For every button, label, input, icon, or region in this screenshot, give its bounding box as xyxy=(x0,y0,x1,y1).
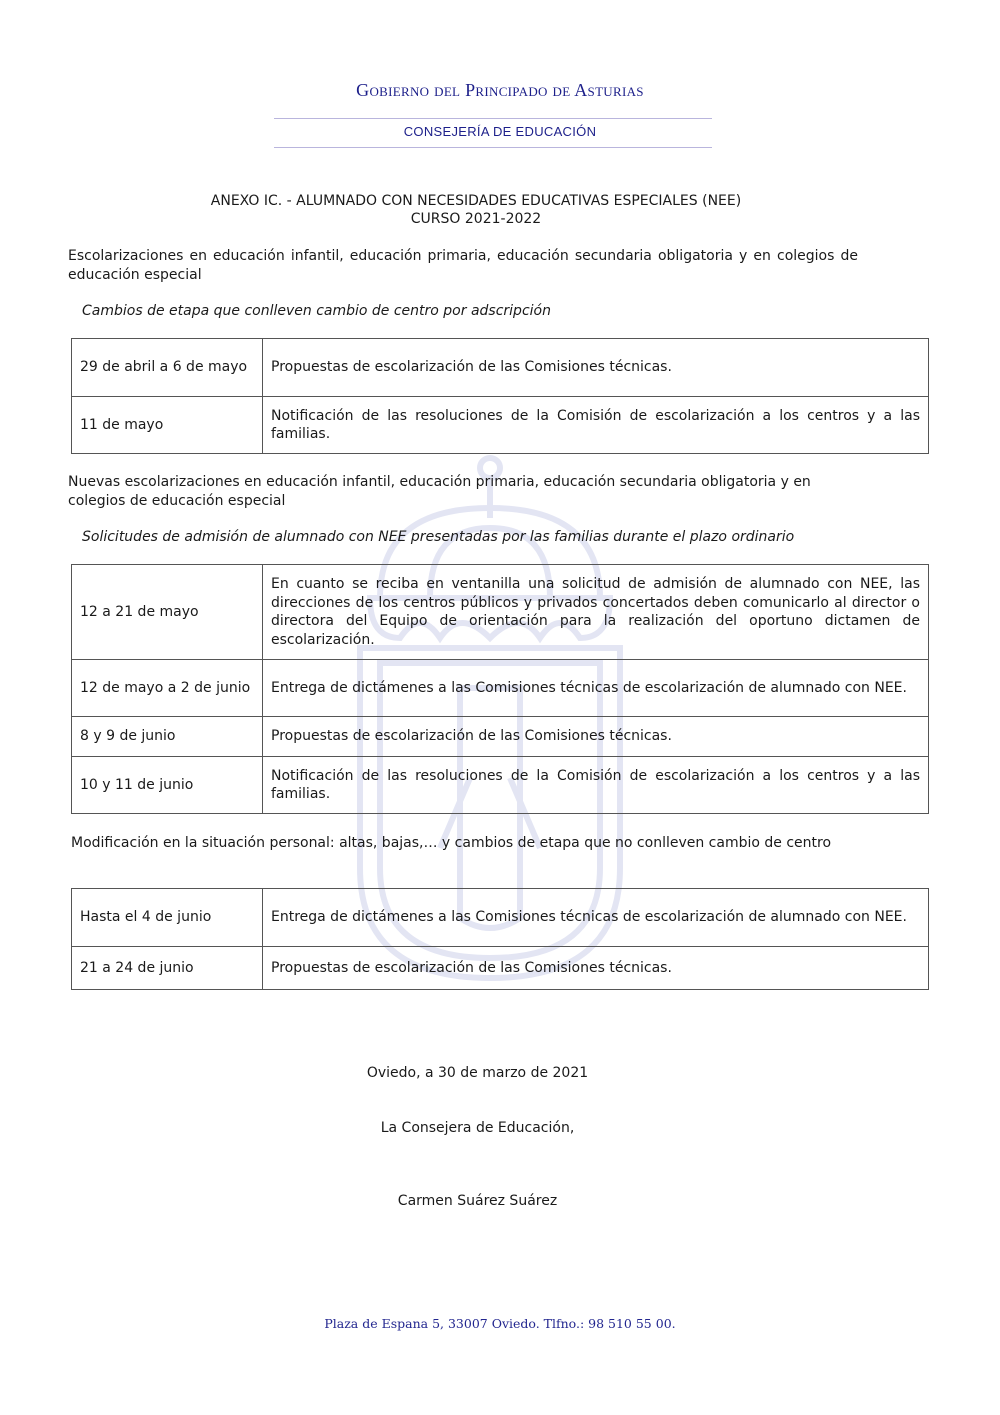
date-cell: Hasta el 4 de junio xyxy=(72,889,263,947)
section-3-heading: Modificación en la situación personal: altas, bajas,… y cambios de etapa que no conlleven cambio de centro xyxy=(71,835,832,851)
description-cell: Notificación de las resoluciones de la Comisión de escolarización a los centros y a las familias. xyxy=(263,757,929,814)
description-cell: Propuestas de escolarización de las Comisiones técnicas. xyxy=(263,717,929,757)
schedule-table-2 xyxy=(71,564,929,814)
description-cell: Entrega de dictámenes a las Comisiones técnicas de escolarización de alumnado con NEE. xyxy=(263,660,929,717)
date-cell: 21 a 24 de junio xyxy=(72,947,263,990)
schedule-table-1 xyxy=(71,338,929,454)
table-row xyxy=(72,947,929,990)
header-divider-bottom xyxy=(274,147,712,148)
description-cell: Propuestas de escolarización de las Comisiones técnicas. xyxy=(263,947,929,990)
footer-address: Plaza de Espana 5, 33007 Oviedo. Tlfno.: 98 510 55 00. xyxy=(324,1316,676,1331)
description-cell: Propuestas de escolarización de las Comisiones técnicas. xyxy=(263,339,929,397)
description-cell: En cuanto se reciba en ventanilla una solicitud de admisión de alumnado con NEE, las direcciones de los centros públicos y privados concertados deben comunicarlo al director o directora del Equipo de orientación para la realización del oportuno dictamen de escolarización. xyxy=(263,565,929,660)
table-row xyxy=(72,889,929,947)
section-2-heading: Nuevas escolarizaciones en educación infantil, educación primaria, educación secundaria obligatoria y en colegios de educación especial xyxy=(68,474,811,509)
table-row xyxy=(72,397,929,454)
government-title-text: Gobierno del Principado de Asturias xyxy=(356,80,644,100)
place-date: Oviedo, a 30 de marzo de 2021 xyxy=(366,1065,589,1081)
header-divider-top xyxy=(274,118,712,119)
section-1-subheading: Cambios de etapa que conlleven cambio de centro por adscripción xyxy=(82,303,551,319)
table-row xyxy=(72,757,929,814)
signer-name: Carmen Suárez Suárez xyxy=(397,1193,558,1209)
table-row xyxy=(72,565,929,660)
schedule-table-3 xyxy=(71,888,929,990)
date-cell: 11 de mayo xyxy=(72,397,263,454)
date-cell: 12 a 21 de mayo xyxy=(72,565,263,660)
section-2-subheading: Solicitudes de admisión de alumnado con NEE presentadas por las familias durante el plazo ordinario xyxy=(82,529,795,545)
department-subtitle: CONSEJERÍA DE EDUCACIÓN xyxy=(403,124,597,139)
signer-role: La Consejera de Educación, xyxy=(380,1120,575,1136)
document-title xyxy=(0,192,952,228)
annex-title: ANEXO IC. - ALUMNADO CON NECESIDADES EDUCATIVAS ESPECIALES (NEE) xyxy=(210,193,742,209)
description-cell: Entrega de dictámenes a las Comisiones técnicas de escolarización de alumnado con NEE. xyxy=(263,889,929,947)
date-cell: 10 y 11 de junio xyxy=(72,757,263,814)
course-title: CURSO 2021-2022 xyxy=(410,211,542,227)
table-row xyxy=(72,717,929,757)
description-cell: Notificación de las resoluciones de la Comisión de escolarización a los centros y a las familias. xyxy=(263,397,929,454)
table-row xyxy=(72,660,929,717)
section-1-heading: Escolarizaciones en educación infantil, educación primaria, educación secundaria obligatoria y en colegios de educación especial xyxy=(68,248,858,283)
government-title xyxy=(0,80,1000,101)
date-cell: 29 de abril a 6 de mayo xyxy=(72,339,263,397)
table-row xyxy=(72,339,929,397)
date-cell: 8 y 9 de junio xyxy=(72,717,263,757)
date-cell: 12 de mayo a 2 de junio xyxy=(72,660,263,717)
